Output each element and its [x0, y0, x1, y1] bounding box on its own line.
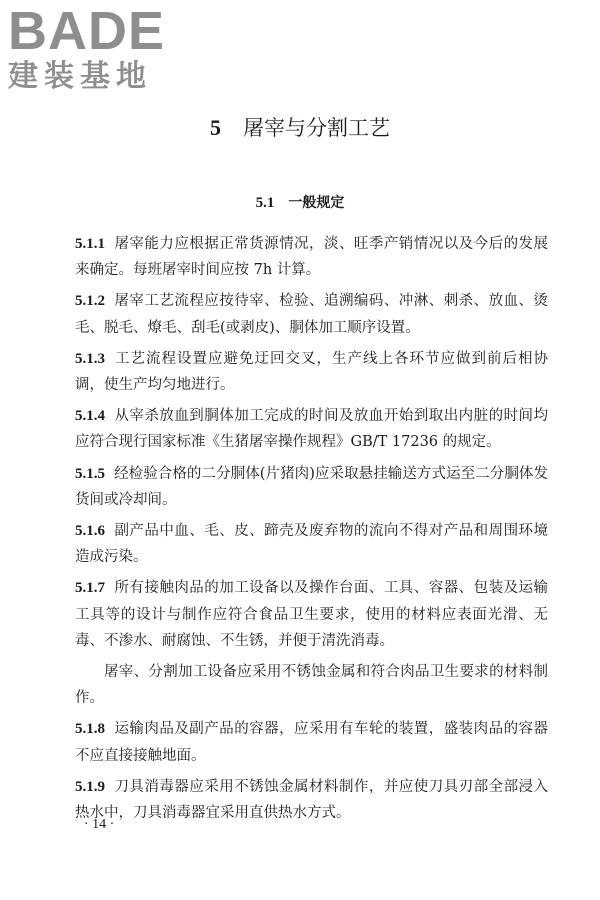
clause-number: 5.1.4 — [75, 408, 105, 425]
clause-number: 5.1.5 — [75, 465, 105, 482]
clause-paragraph — [75, 716, 548, 768]
clause-text: 工艺流程设置应避免迂回交叉，生产线上各环节应做到前后相协调，使生产均匀地进行。 — [75, 350, 548, 394]
section-number: 5.1 — [255, 195, 275, 211]
clause-text: 副产品中血、毛、皮、蹄壳及废弃物的流向不得对产品和周围环境造成污染。 — [75, 523, 548, 566]
logo-brand-text: BADE — [8, 1, 166, 61]
chapter-number: 5 — [210, 115, 221, 140]
clause-number: 5.1.1 — [75, 236, 105, 252]
clause-text: 屠宰能力应根据正常货源情况，淡、旺季产销情况以及今后的发展来确定。每班屠宰时间应按 7h 计算。 — [75, 236, 548, 279]
clause-text: 屠宰、分割加工设备应采用不锈蚀金属和符合肉品卫生要求的材料制作。 — [75, 664, 548, 707]
clause-number: 5.1.7 — [75, 580, 105, 597]
clause-paragraph — [75, 231, 548, 283]
clause-text: 从宰杀放血到胴体加工完成的时间及放血开始到取出内脏的时间均应符合现行国家标准《生猪屠宰操作规程》GB/T 17236 的规定。 — [75, 408, 548, 451]
clause-paragraph — [75, 403, 548, 455]
logo-subtitle: 建装基地 — [8, 59, 152, 94]
clause-text: 刀具消毒器应采用不锈蚀金属材料制作，并应使刀具刃部全部浸入热水中，刀具消毒器宜采用直供热水方式。 — [75, 778, 548, 822]
clause-paragraph — [75, 774, 548, 826]
clause-paragraph — [75, 288, 548, 340]
clause-text: 运输肉品及副产品的容器，应采用有车轮的装置，盛装肉品的容器不应直接接触地面。 — [75, 721, 548, 764]
clause-number: 5.1.6 — [75, 523, 105, 540]
continuation-paragraph — [75, 659, 548, 711]
clause-text: 屠宰工艺流程应按待宰、检验、追溯编码、冲淋、刺杀、放血、烫毛、脱毛、燎毛、刮毛(或剥皮)、胴体加工顺序设置。 — [75, 293, 548, 336]
document-body — [75, 231, 548, 831]
chapter-heading — [0, 114, 600, 142]
page-number: · 14 · — [84, 817, 115, 832]
clause-number: 5.1.8 — [75, 721, 105, 738]
clause-number: 5.1.2 — [75, 293, 105, 310]
clause-paragraph — [75, 461, 548, 513]
section-heading — [0, 193, 600, 213]
chapter-title: 屠宰与分割工艺 — [243, 116, 390, 140]
clause-text: 经检验合格的二分胴体(片猪肉)应采取悬挂输送方式运至二分胴体发货间或冷却间。 — [75, 465, 548, 508]
clause-paragraph — [75, 346, 548, 398]
section-title: 一般规定 — [288, 195, 345, 211]
brand-logo — [8, 1, 178, 94]
clause-number: 5.1.9 — [75, 778, 105, 795]
clause-text: 所有接触肉品的加工设备以及操作台面、工具、容器、包装及运输工具等的设计与制作应符合食品卫生要求，使用的材料应表面光滑、无毒、不渗水、耐腐蚀、不生锈，并便于清洗消毒。 — [75, 580, 548, 649]
clause-paragraph — [75, 575, 548, 654]
clause-paragraph — [75, 518, 548, 570]
clause-number: 5.1.3 — [75, 350, 105, 367]
